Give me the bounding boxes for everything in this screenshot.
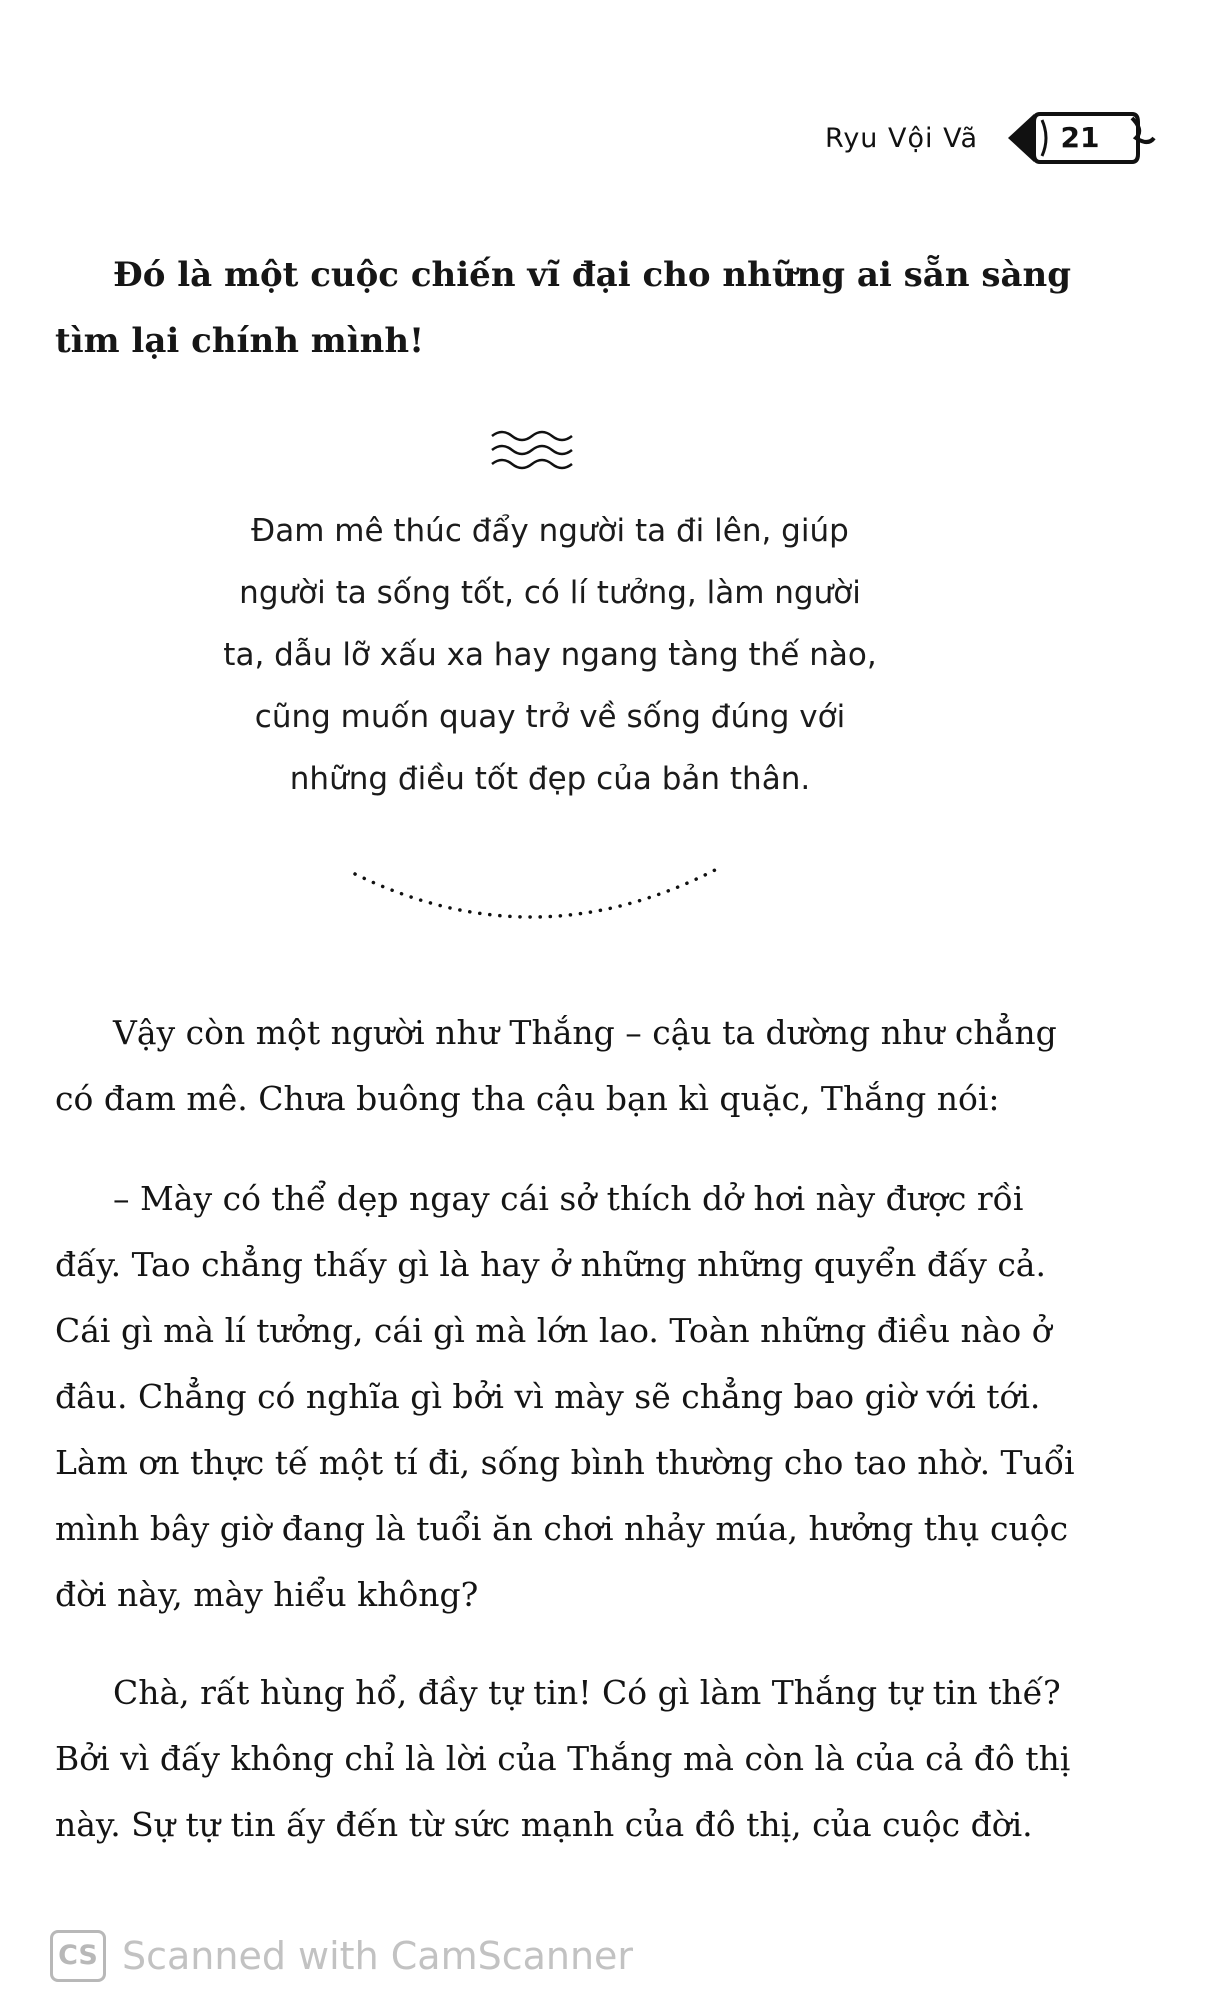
body-paragraph: – Mày có thể dẹp ngay cái sở thích dở hơi này được rồi đấy. Tao chẳng thấy gì là hay ở những những quyển đấy cả. Cái gì mà lí tưởng, cái gì mà lớn lao. Toàn những điều nào ở đâu. Chẳng có nghĩa gì bởi vì mày sẽ chẳng bao giờ với tới. Làm ơn thực tế một tí đi, sống bình thường cho tao nhờ. Tuổi mình bây giờ đang là tuổi ăn chơi nhảy múa, hưởng thụ cuộc đời này, mày hiểu không? (55, 1179, 1075, 1614)
watermark-text: Scanned with CamScanner (122, 1934, 634, 1978)
quote-line: những điều tốt đẹp của bản thân. (289, 761, 811, 797)
dotted-arc-icon (350, 862, 720, 936)
page-header (825, 108, 1156, 168)
pull-quote (160, 500, 940, 810)
wave-icon (490, 428, 576, 476)
body-paragraph: Chà, rất hùng hổ, đầy tự tin! Có gì làm Thắng tự tin thế? Bởi vì đấy không chỉ là lời của Thắng mà còn là của cả đô thị này. Sự tự tin ấy đến từ sức mạnh của đô thị, của cuộc đời. (55, 1673, 1071, 1844)
page-number-tab (1006, 108, 1156, 168)
quote-line: cũng muốn quay trở về sống đúng với (254, 699, 846, 735)
camscanner-logo-icon: CS (50, 1930, 106, 1982)
quote-line: ta, dẫu lỡ xấu xa hay ngang tàng thế nào, (223, 637, 877, 673)
lead-text: Đó là một cuộc chiến vĩ đại cho những ai sẵn sàng tìm lại chính mình! (55, 255, 1072, 361)
page-number: 21 (1060, 121, 1100, 154)
quote-line: Đam mê thúc đẩy người ta đi lên, giúp (251, 513, 849, 549)
scanner-watermark (50, 1930, 633, 1982)
running-title: Ryu Vội Vã (825, 122, 978, 154)
body-paragraph: Vậy còn một người như Thắng – cậu ta dường như chẳng có đam mê. Chưa buông tha cậu bạn kì quặc, Thắng nói: (55, 1013, 1057, 1118)
quote-line: người ta sống tốt, có lí tưởng, làm người (239, 575, 861, 611)
